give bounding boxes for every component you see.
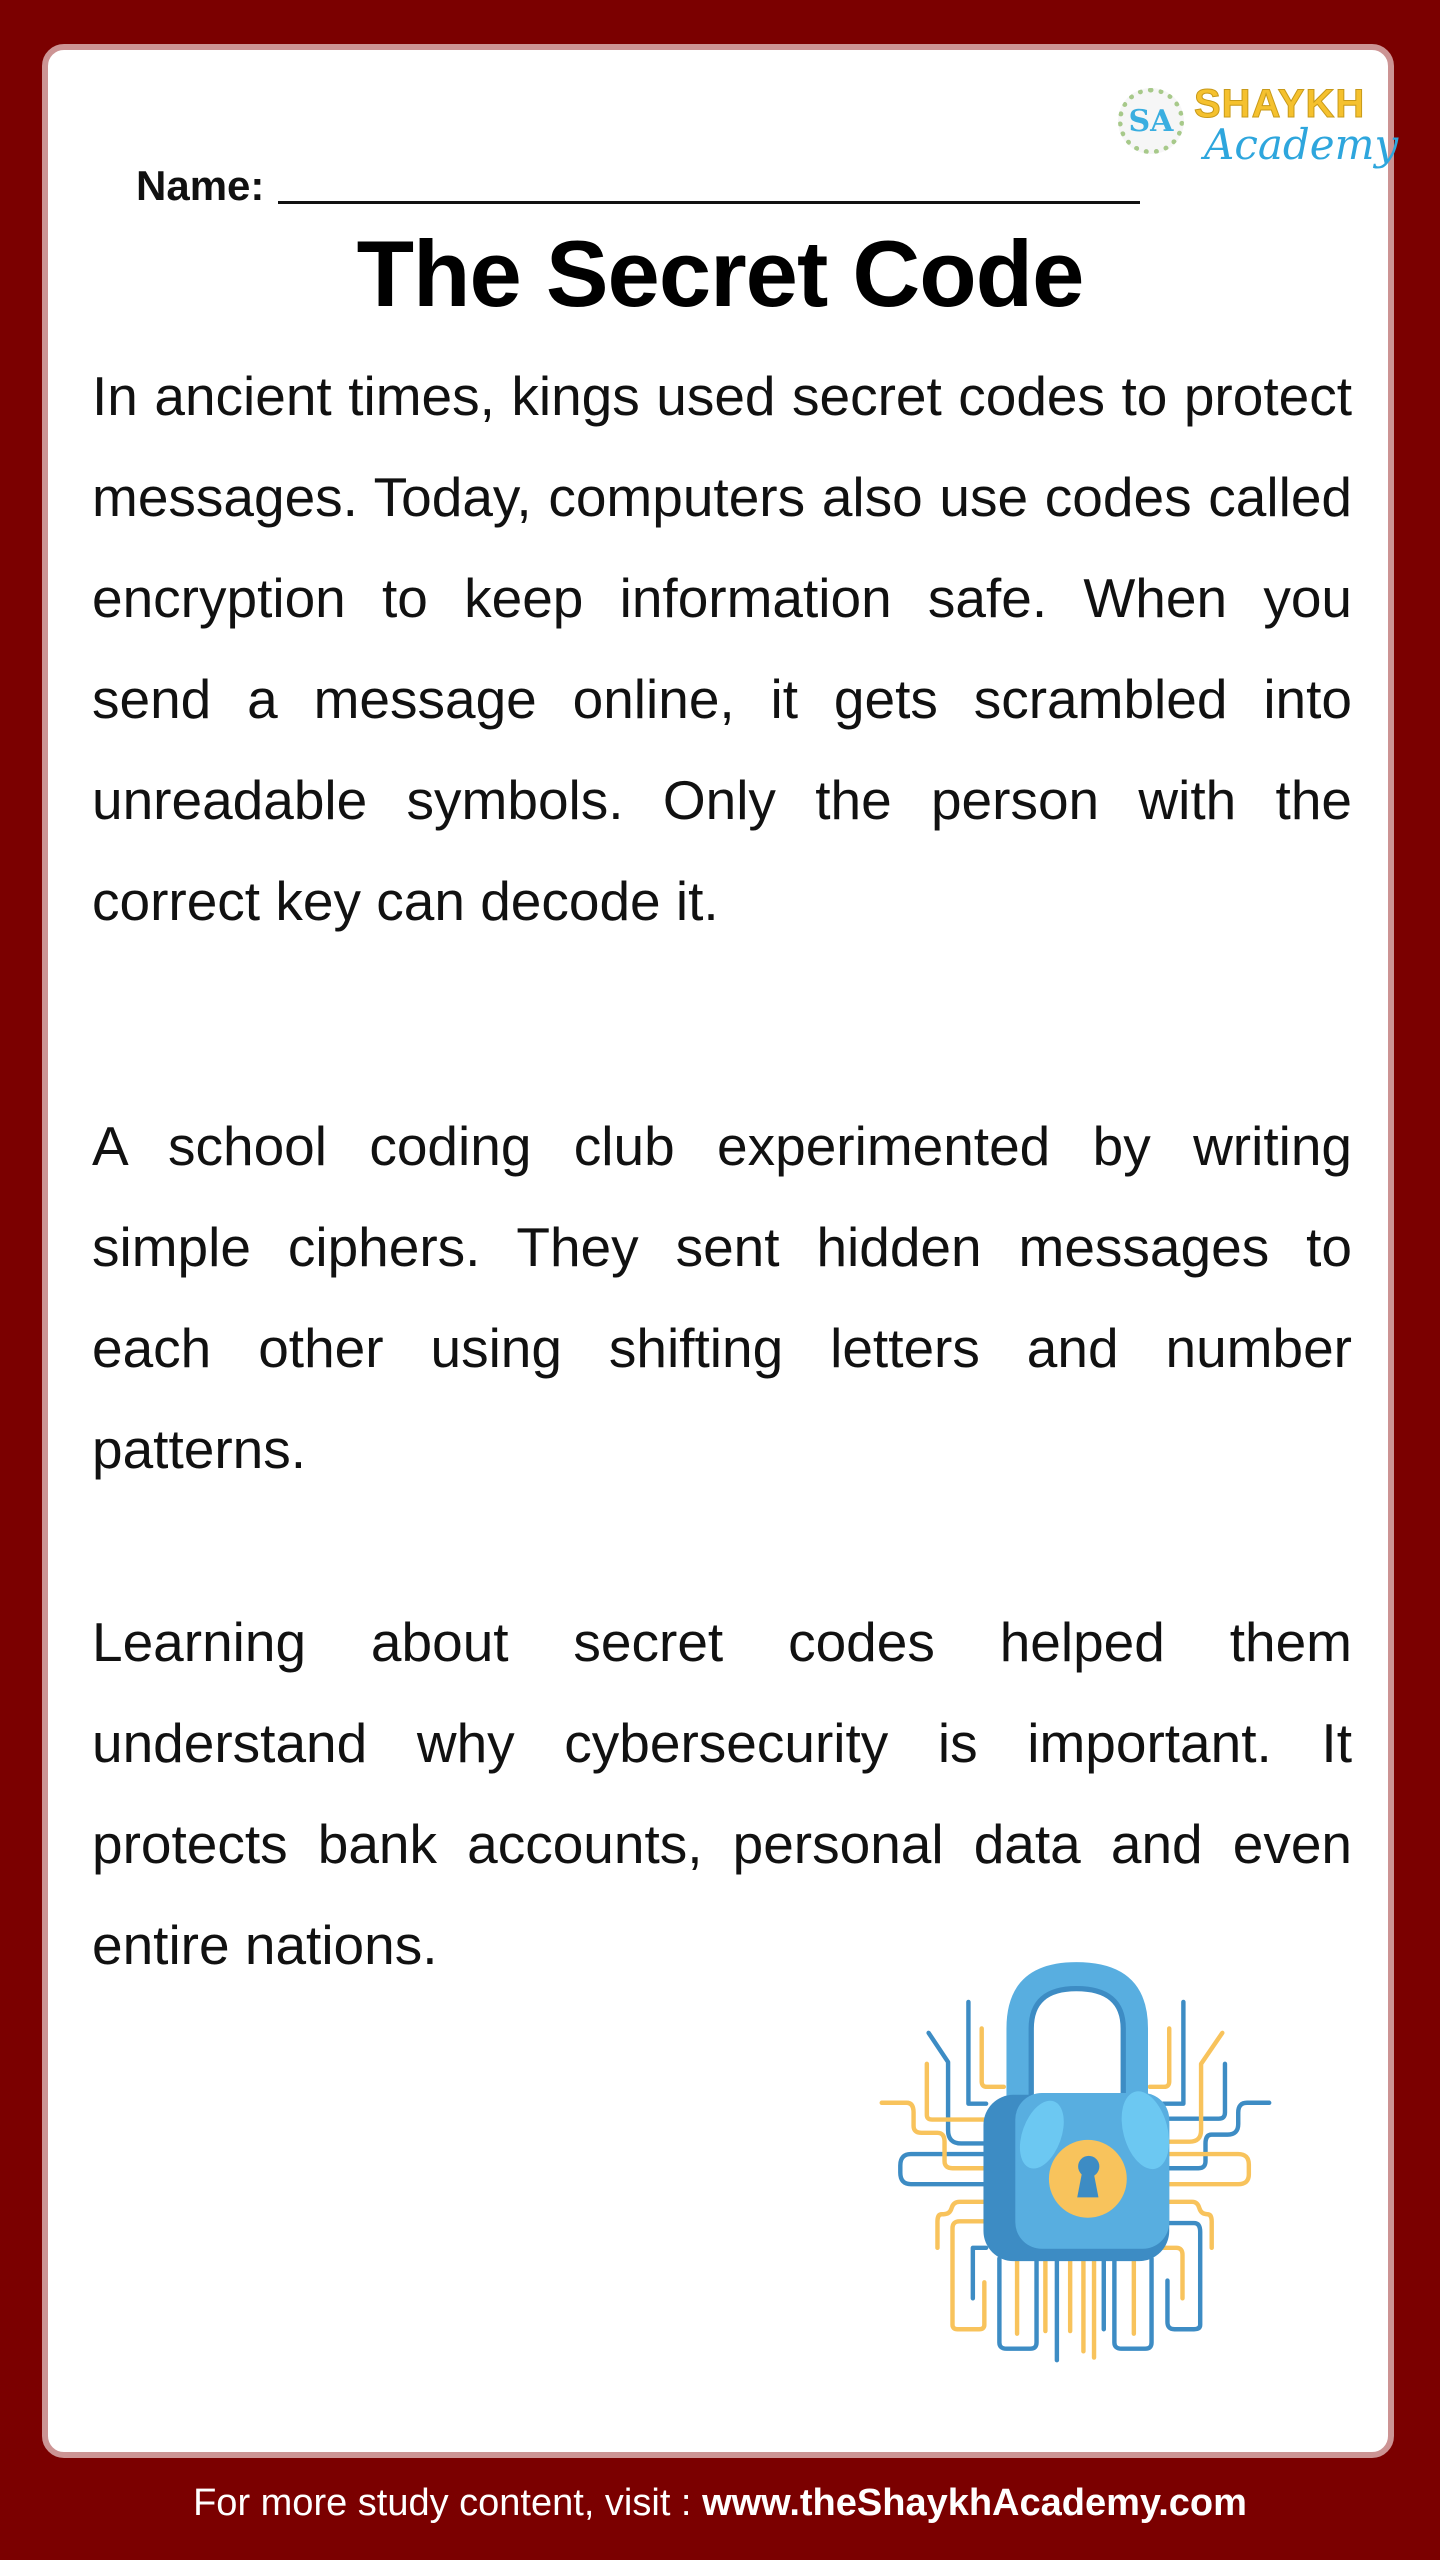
name-field: [136, 162, 1140, 210]
page-title: The Secret Code: [356, 221, 1084, 326]
logo-text-shaykh: SHAYKH: [1194, 82, 1366, 126]
paragraph-1: In ancient times, kings used secret codes to protect messages. Today, computers also use codes called encryption to keep information safe. When you send a message online, it gets scrambled into unreadable symbols. Only the person with the correct key can decode it.: [92, 365, 1352, 932]
logo-text-academy: Academy: [1204, 120, 1399, 169]
logo-emblem-icon: SA: [1118, 88, 1184, 154]
footer-prefix: For more study content, visit :: [193, 2482, 703, 2524]
name-write-line: [278, 201, 1140, 204]
footer: [0, 2482, 1440, 2525]
paragraph-2: A school coding club experimented by writing simple ciphers. They sent hidden messages to each other using shifting letters and number patterns.: [92, 1115, 1352, 1480]
padlock-circuit-icon: [849, 1940, 1309, 2400]
paragraph-3: Learning about secret codes helped them understand why cybersecurity is important. It protects bank accounts, personal data and even entire nations.: [92, 1611, 1352, 1976]
name-label: Name:: [136, 162, 265, 209]
footer-website-link[interactable]: www.theShaykhAcademy.com: [702, 2482, 1247, 2524]
shaykh-academy-logo: [1118, 82, 1399, 172]
